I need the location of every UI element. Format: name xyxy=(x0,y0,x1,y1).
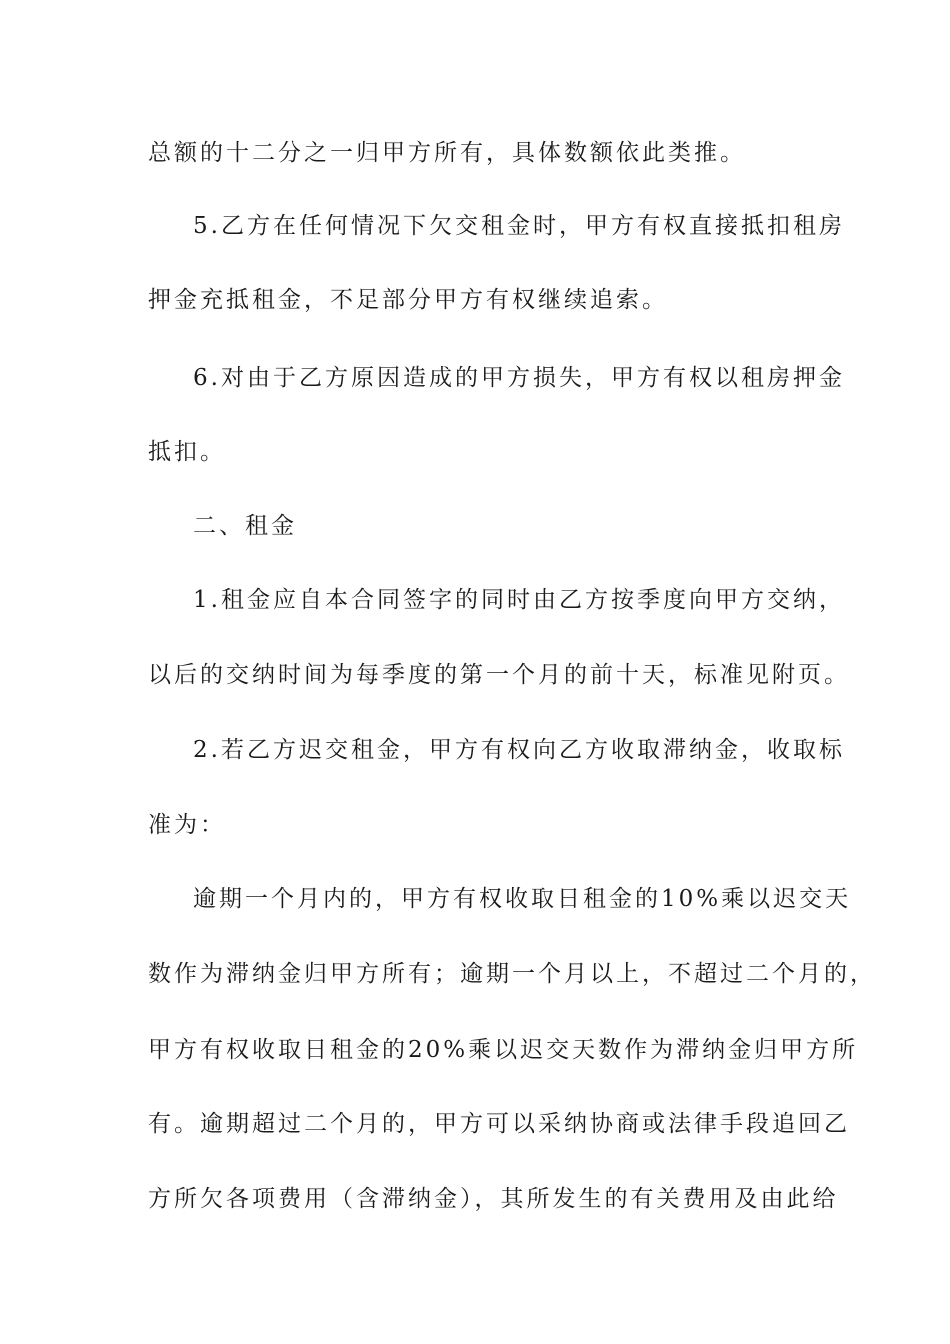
text-line: 押金充抵租金，不足部分甲方有权继续追索。 xyxy=(148,287,668,313)
text-line: 数作为滞纳金归甲方所有；逾期一个月以上，不超过二个月的， xyxy=(148,961,876,987)
text-line: 准为： xyxy=(148,812,226,838)
text-line: 方所欠各项费用（含滞纳金），其所发生的有关费用及由此给 xyxy=(148,1186,839,1212)
paragraph-first-line: 2.若乙方迟交租金，甲方有权向乙方收取滞纳金，收取标 xyxy=(193,737,845,763)
paragraph-first-line: 6.对由于乙方原因造成的甲方损失，甲方有权以租房押金 xyxy=(193,365,845,391)
text-line: 以后的交纳时间为每季度的第一个月的前十天，标准见附页。 xyxy=(148,662,850,688)
paragraph-first-line: 逾期一个月内的，甲方有权收取日租金的10%乘以迟交天 xyxy=(193,886,852,912)
text-line: 抵扣。 xyxy=(148,439,226,465)
paragraph-first-line: 1.租金应自本合同签字的同时由乙方按季度向甲方交纳， xyxy=(193,587,845,613)
text-line: 总额的十二分之一归甲方所有，具体数额依此类推。 xyxy=(148,140,746,166)
section-heading: 二、租金 xyxy=(193,513,297,539)
paragraph-first-line: 5.乙方在任何情况下欠交租金时，甲方有权直接抵扣租房 xyxy=(193,213,845,239)
text-line: 有。逾期超过二个月的，甲方可以采纳协商或法律手段追回乙 xyxy=(148,1111,850,1137)
text-line: 甲方有权收取日租金的20%乘以迟交天数作为滞纳金归甲方所 xyxy=(148,1037,859,1063)
